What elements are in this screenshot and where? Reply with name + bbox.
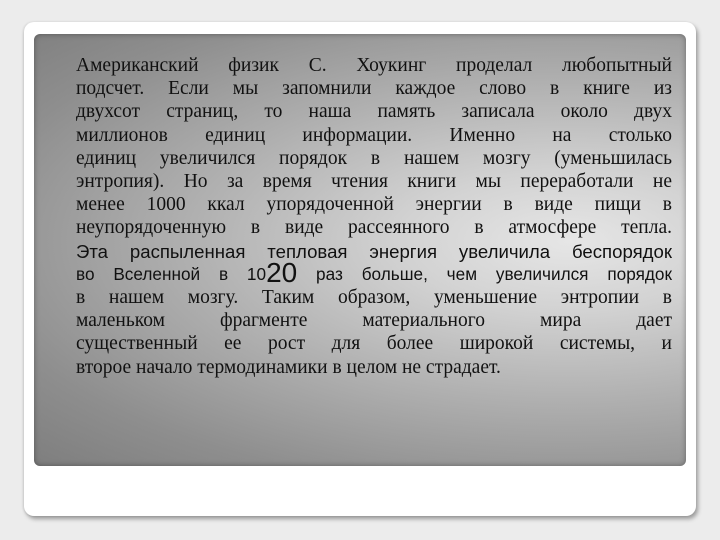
text-line-7: менее 1000 ккал упорядоченной энергии в виде пищи в [76,194,672,216]
text-line-2: подсчет. Если мы запомнили каждое слово в книге из [76,78,672,100]
text-line-8: неупорядоченную в виде рассеянного в атмосфере тепла. [76,217,672,239]
text-line-4: миллионов единиц информации. Именно на столько [76,124,672,146]
text-line-10-before: во Вселенной в 10 [76,263,267,284]
text-panel [34,34,686,466]
text-line-9: Эта распыленная тепловая энергия увеличила беспорядок [76,240,672,262]
power-exponent: 20 [266,256,298,288]
text-line-6: энтропия). Но за время чтения книги мы переработали не [76,171,672,193]
text-line-13: существенный ее рост для более широкой системы, и [76,333,672,355]
text-line-10 [76,256,672,288]
text-line-10-after: раз больше, чем увеличился порядок [297,263,672,284]
body-paragraph [76,54,672,379]
text-line-14: второе начало термодинамики в целом не страдает. [76,356,501,378]
text-line-5: единиц увеличился порядок в нашем мозгу (уменьшилась [76,147,672,169]
slide-frame [24,22,696,516]
text-line-1: Американский физик С. Хоукинг проделал любопытный [76,55,672,76]
text-line-11: в нашем мозгу. Таким образом, уменьшение энтропии в [76,287,672,309]
text-line-12: маленьком фрагменте материального мира дает [76,310,672,332]
text-line-3: двухсот страниц, то наша память записала около двух [76,101,672,123]
